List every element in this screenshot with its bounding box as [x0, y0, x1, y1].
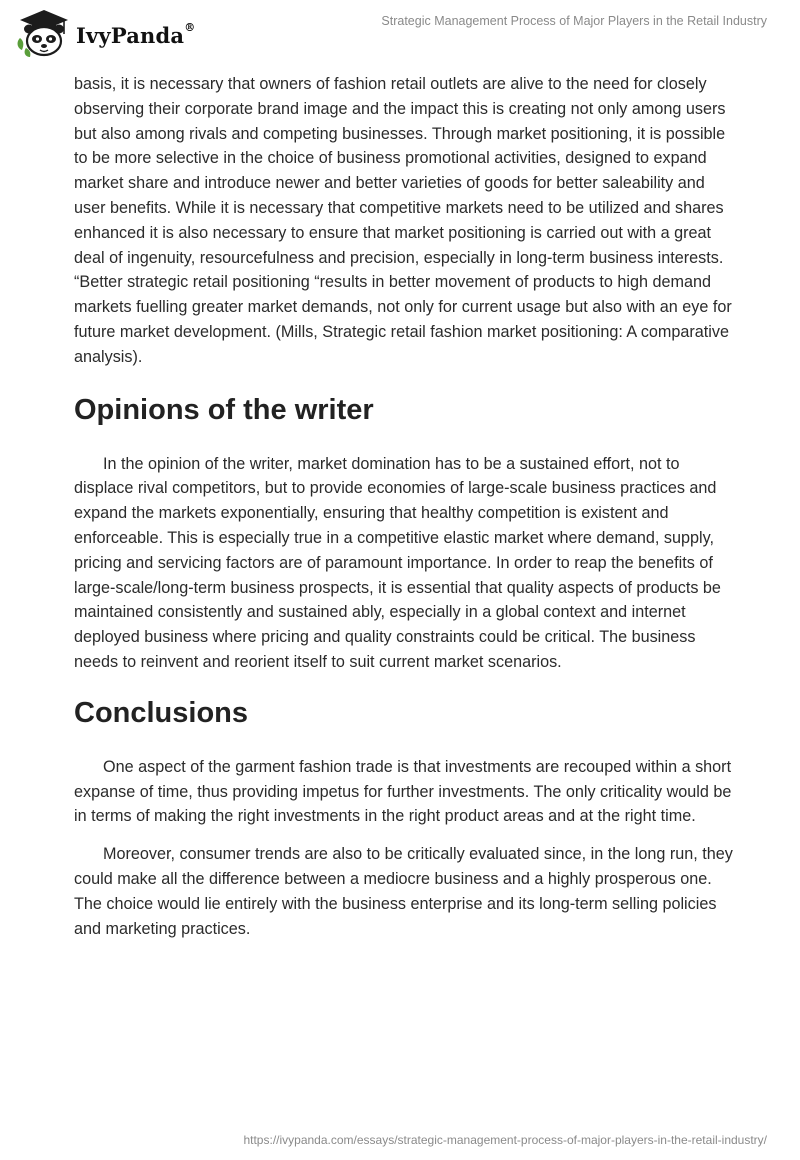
paragraph-spacer — [74, 829, 734, 842]
intro-paragraph: basis, it is necessary that owners of fashion retail outlets are alive to the need for closely observing their corporate brand image and the impact this is creating not only among users but also among rivals and competing businesses. Through market positioning, it is possible to be more selective in the choice of business promotional activities, designed to expand market share and introduce newer and better varieties of goods for better saleability and user benefits. While it is necessary that competitive markets need to be utilized and shares enhanced it is also necessary to ensure that market positioning is carried out with a great deal of ingenuity, resourcefulness and precision, especially in long-term business interests. “Better strategic retail positioning “results in better movement of products to high demand markets fuelling greater market demands, not only for current usage but also with an eye for future market development. (Mills, Strategic retail fashion market positioning: A comparative analysis). — [74, 75, 732, 366]
opinions-paragraph: In the opinion of the writer, market domination has to be a sustained effort, not to displace rival competitors, but to provide economies of large-scale business practices and expand the markets exponentially, ensuring that healthy competition is existent and enforceable. This is especially true in a competitive elastic market where demand, supply, pricing and servicing factors are of paramount importance. In order to reap the benefits of large-scale/long-term business prospects, it is essential that quality aspects of products be maintained consistently and sustained ably, especially in a global context and internet deployed business where pricing and quality constraints could be critical. The business needs to reinvent and reorient itself to suit current market scenarios. — [74, 454, 721, 671]
conclusions-paragraph-2: Moreover, consumer trends are also to be critically evaluated since, in the long run, they could make all the difference between a mediocre business and a highly prosperous one. The choice would lie entirely with the business enterprise and its long-term selling policies and marketing practices. — [74, 845, 733, 938]
essay-content — [74, 72, 734, 941]
page-header — [0, 0, 800, 70]
document-title: Strategic Management Process of Major Players in the Retail Industry — [381, 14, 767, 28]
section-heading-opinions: Opinions of the writer — [74, 393, 374, 426]
logo-text: IvyPanda® — [76, 20, 196, 48]
section-heading-conclusions: Conclusions — [74, 696, 249, 729]
source-url[interactable]: https://ivypanda.com/essays/strategic-management-process-of-major-players-in-the-retail-industry/ — [243, 1133, 767, 1147]
conclusions-paragraph-1: One aspect of the garment fashion trade is that investments are recouped within a short expanse of time, thus providing impetus for further investments. The only criticality would be in terms of making the right investments in the right product areas and at the right time. — [74, 757, 732, 826]
panda-graduate-icon — [16, 8, 72, 58]
ivypanda-logo[interactable] — [16, 8, 195, 58]
